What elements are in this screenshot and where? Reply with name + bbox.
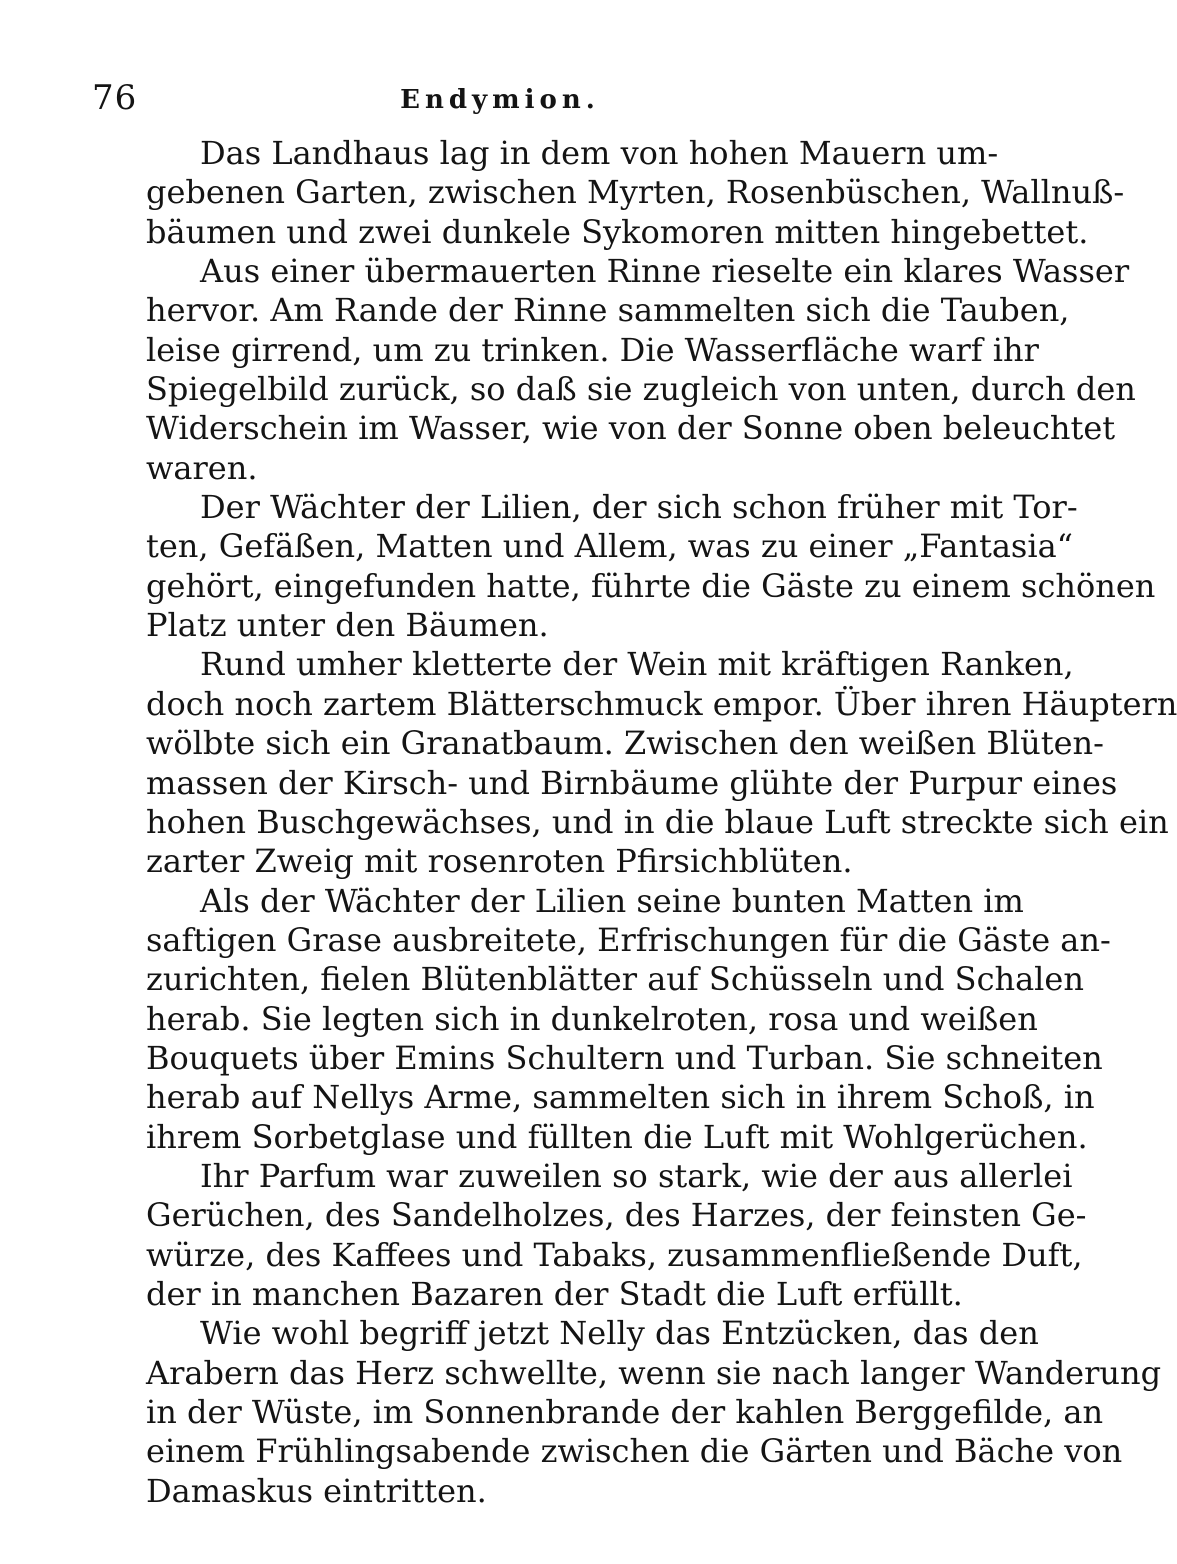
text-line: gehört, eingefunden hatte, führte die Gäste zu einem schönen [146, 566, 1156, 605]
paragraph [94, 645, 1177, 881]
text-line: zarter Zweig mit rosenroten Pfirsichblüten. [146, 842, 853, 881]
text-line: ten, Gefäßen, Matten und Allem, was zu einer „Fantasia“ [146, 527, 1074, 566]
text-line: Arabern das Herz schwellte, wenn sie nach langer Wanderung [146, 1353, 1162, 1392]
text-line: in der Wüste, im Sonnenbrande der kahlen Berggefilde, an [146, 1393, 1104, 1431]
text-line: wölbte sich ein Granatbaum. Zwischen den weißen Blüten- [146, 724, 1104, 763]
text-line: bäumen und zwei dunkele Sykomoren mitten hingebettet. [146, 212, 1089, 251]
text-line: Platz unter den Bäumen. [146, 606, 549, 645]
text-line: Der Wächter der Lilien, der sich schon früher mit Tor- [200, 488, 1078, 527]
text-line: massen der Kirsch- und Birnbäume glühte der Purpur eines [146, 763, 1118, 802]
text-line: Wie wohl begriff jetzt Nelly das Entzücken, das den [200, 1314, 1039, 1353]
text-line: Widerschein im Wasser, wie von der Sonne oben beleuchtet [146, 409, 1116, 448]
text-line: zurichten, fielen Blütenblätter auf Schüsseln und Schalen [146, 960, 1084, 999]
text-line: Damaskus eintritten. [146, 1471, 487, 1510]
text-line: einem Frühlingsabende zwischen die Gärten und Bäche von [146, 1432, 1123, 1471]
text-line: Rund umher kletterte der Wein mit kräftigen Ranken, [200, 645, 1074, 684]
text-line: leise girrend, um zu trinken. Die Wasserfläche warf ihr [146, 330, 1039, 369]
text-line: Ihr Parfum war zuweilen so stark, wie der aus allerlei [200, 1156, 1073, 1195]
text-line: hervor. Am Rande der Rinne sammelten sich die Tauben, [146, 291, 1070, 330]
text-line: doch noch zartem Blätterschmuck empor. Über ihren Häuptern [146, 684, 1177, 723]
page-number: 76 [92, 78, 138, 118]
text-line: ihrem Sorbetglase und füllten die Luft mit Wohlgerüchen. [146, 1117, 1088, 1156]
text-line: Als der Wächter der Lilien seine bunten Matten im [200, 881, 1024, 920]
text-line: Bouquets über Emins Schultern und Turban. Sie schneiten [146, 1038, 1103, 1077]
text-line: herab auf Nellys Arme, sammelten sich in ihrem Schoß, in [146, 1078, 1095, 1117]
text-line: Gerüchen, des Sandelholzes, des Harzes, der feinsten Ge- [146, 1196, 1087, 1235]
paragraph [94, 1156, 1087, 1314]
paragraph [94, 881, 1111, 1157]
text-line: Spiegelbild zurück, so daß sie zugleich von unten, durch den [146, 370, 1136, 409]
text-line: saftigen Grase ausbreitete, Erfrischungen für die Gäste an- [146, 920, 1111, 959]
running-title: Endymion. [400, 85, 600, 115]
text-line: gebenen Garten, zwischen Myrten, Rosenbüschen, Wallnuß- [146, 173, 1125, 212]
paragraph [94, 488, 1156, 645]
text-line: waren. [146, 448, 258, 487]
text-line: Aus einer übermauerten Rinne rieselte ein klares Wasser [200, 252, 1130, 291]
text-line: Das Landhaus lag in dem von hohen Mauern um- [200, 134, 999, 172]
text-line: der in manchen Bazaren der Stadt die Luft erfüllt. [146, 1274, 963, 1313]
paragraph [94, 1314, 1162, 1511]
text-line: hohen Buschgewächses, und in die blaue Luft streckte sich ein [146, 802, 1169, 841]
paragraph [94, 134, 1125, 252]
text-line: würze, des Kaffees und Tabaks, zusammenfließende Duft, [146, 1235, 1083, 1274]
text-line: herab. Sie legten sich in dunkelroten, rosa und weißen [146, 999, 1038, 1038]
paragraph [94, 252, 1136, 488]
body-text [94, 134, 1177, 1511]
